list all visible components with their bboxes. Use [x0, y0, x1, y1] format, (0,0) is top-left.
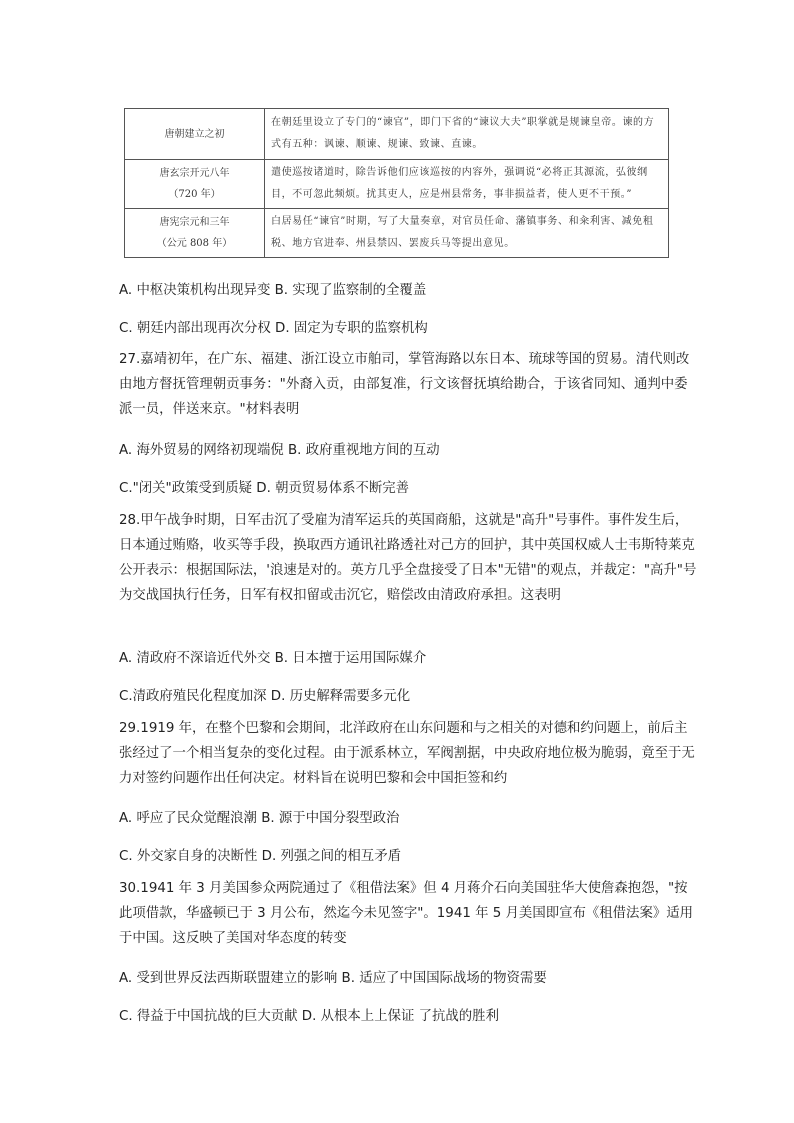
- table-row: [125, 109, 669, 160]
- q28-options-cd: C.清政府殖民化程度加深 D. 历史解释需要多元化: [119, 689, 411, 704]
- q26-options-cd: C. 朝廷内部出现再次分权 D. 固定为专职的监察机构: [119, 321, 428, 336]
- table-row: [125, 209, 669, 258]
- q29-options-ab: A. 呼应了民众觉醒浪潮 B. 源于中国分裂型政治: [119, 811, 400, 826]
- content-cell: 白居易任“谏官”时期，写了大量奏章，对官员任命、藩镇事务、和籴利害、减免租税、地方官进奉、州县禁囚、罢废兵马等提出意见。: [265, 209, 669, 258]
- q30-stem: 30.1941 年 3 月美国参众两院通过了《租借法案》但 4 月蒋介石向美国驻华大使詹森抱怨，"按此项借款，华盛顿已于 3 月公布，然迄今未见签字"。1941 年 5 月美国即宣布《租借法案》适用于中国。这反映了美国对华态度的转变: [119, 881, 694, 946]
- q27-options-cd: C."闭关"政策受到质疑 D. 朝贡贸易体系不断完善: [119, 481, 410, 496]
- q29-stem: 29.1919 年，在整个巴黎和会期间，北洋政府在山东问题和与之相关的对德和约问题上，前后主张经过了一个相当复杂的变化过程。由于派系林立，军阀割据，中央政府地位极为脆弱，竟至于无力对签约问题作出任何决定。材料旨在说明巴黎和会中国拒签和约: [119, 721, 695, 786]
- content-cell: 遣使巡按诸道时，除告诉他们应该巡按的内容外，强调说“必将正其源流，弘彼纲目，不可忽此频烦。扰其吏人，应是州县常务，事非损益者，使人更不干预。”: [265, 160, 669, 209]
- content-cell: 在朝廷里设立了专门的“谏官”，即门下省的“谏议大夫”职掌就是规谏皇帝。谏的方式有五种：讽谏、顺谏、规谏、致谏、直谏。: [265, 109, 669, 160]
- period-text: 唐宪宗元和三年: [159, 217, 230, 228]
- period-cell: [125, 160, 265, 209]
- q29-options-cd: C. 外交家自身的决断性 D. 列强之间的相互矛盾: [119, 849, 401, 864]
- period-cell: [125, 209, 265, 258]
- period-text: 唐玄宗开元八年: [159, 168, 230, 179]
- comparison-table: [124, 108, 669, 258]
- q30-options-cd: C. 得益于中国抗战的巨大贡献 D. 从根本上上保证 了抗战的胜利: [119, 1009, 499, 1024]
- q27-stem: 27.嘉靖初年，在广东、福建、浙江设立市舶司，掌管海路以东日本、琉球等国的贸易。清代则改由地方督抚管理朝贡事务："外裔入贡，由部复准，行文该督抚填给勘合，于该省同知、通判中委派一员，伴送来京。"材料表明: [119, 352, 690, 417]
- period-year: （公元 808 年）: [156, 238, 233, 249]
- q28-options-ab: A. 清政府不深谙近代外交 B. 日本擅于运用国际媒介: [119, 651, 427, 666]
- table-row: [125, 160, 669, 209]
- q27-options-ab: A. 海外贸易的网络初现端倪 B. 政府重视地方间的互动: [119, 443, 440, 458]
- q28-stem: 28.甲午战争时期，日军击沉了受雇为清军运兵的英国商船，这就是"高升"号事件。事件发生后，日本通过贿赂，收买等手段，换取西方通讯社路透社对己方的回护，其中英国权威人士韦斯特莱克公开表示：根据国际法，'浪速是对的。英方几乎全盘接受了日本"无错"的观点，并裁定："高升"号为交战国执行任务，日军有权扣留或击沉它，赔偿改由清政府承担。这表明: [119, 513, 697, 603]
- period-year: （720 年）: [168, 189, 221, 200]
- period-text: 唐朝建立之初: [164, 128, 225, 140]
- period-cell: [125, 109, 265, 160]
- q30-options-ab: A. 受到世界反法西斯联盟建立的影响 B. 适应了中国国际战场的物资需要: [119, 971, 547, 986]
- q26-options-ab: A. 中枢决策机构出现异变 B. 实现了监察制的全覆盖: [119, 283, 427, 298]
